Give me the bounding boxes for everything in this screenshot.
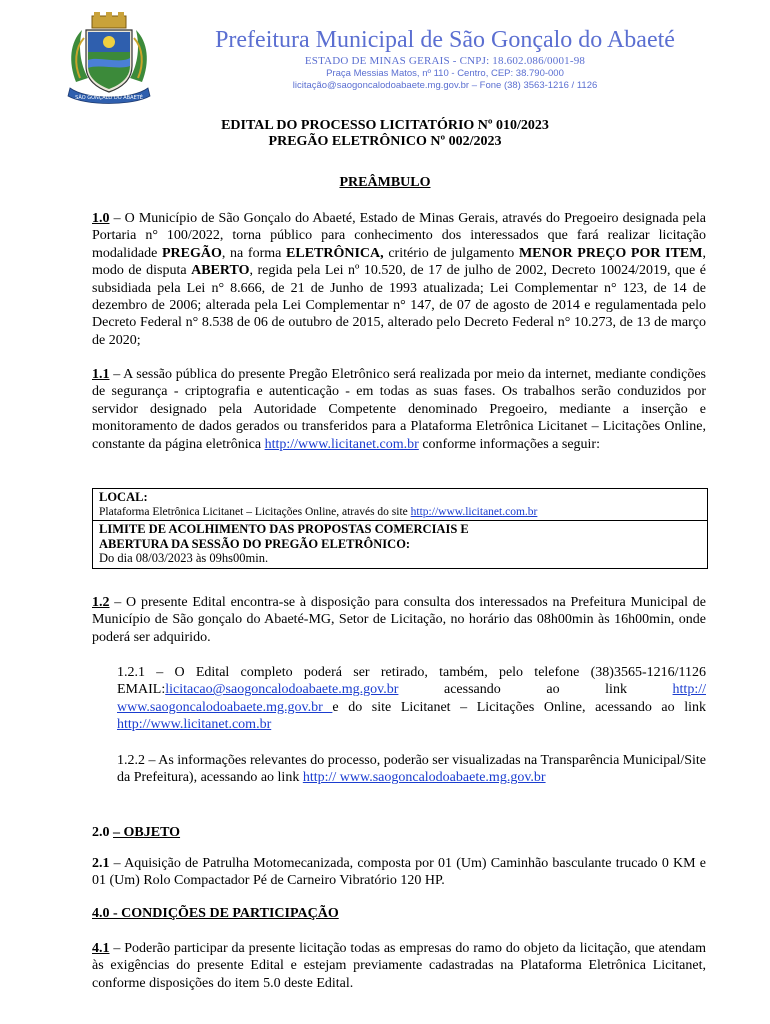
paragraph-1-2-1: 1.2.1 – O Edital completo poderá ser retirado, também, pelo telefone (38)3565-1216/1126 EMAIL:licitacao@saogoncalodoabaete.mg.gov.br acessando ao link http:// www.saogoncalodoabaete.mg.gov.br e do site Licitanet – Licitações Online, acessando ao link http://www.licitanet.com.br xyxy=(117,665,707,733)
objeto-heading: 2.0 – OBJETO xyxy=(92,825,181,840)
local-label: LOCAL: xyxy=(99,490,148,504)
item-number: 1.1 xyxy=(92,367,110,382)
licitanet-link[interactable]: http://www.licitanet.com.br xyxy=(264,436,419,452)
item-number: 4.1 xyxy=(92,941,110,956)
paragraph-1-2: 1.2 – O presente Edital encontra-se à disposição para consulta dos interessados na Prefeitura Municipal de Município de São gonçalo do Abaeté-MG, Setor de Licitação, no horário das 08h00min às 16h00min, onde poderá ser adquirido. xyxy=(92,595,706,645)
paragraph-1-1: 1.1 – A sessão pública do presente Pregão Eletrônico será realizada por meio da internet, mediante condições de segurança - criptografia e autenticação - em todas as suas fases. Os trabalhos serão conduzidos por servidor designado pela Autoridade Competente denominado Pregoeiro, mediante a inserção e monitoramento de dados gerados ou transferidos para a Plataforma Eletrônica Licitanet – Licitações Online, constante da página eletrônica http://www.licitanet.com.br conforme informações a seguir: xyxy=(92,367,706,452)
local-link[interactable]: http://www.licitanet.com.br xyxy=(410,505,538,518)
session-date: Do dia 08/03/2023 às 09hs00min. xyxy=(99,551,269,566)
paragraph-1-2-2: 1.2.2 – As informações relevantes do processo, poderão ser visualizadas na Transparência Municipal/Site da Prefeitura), acessando ao link http:// www.saogoncalodoabaete.mg.gov.br xyxy=(117,753,707,786)
state-cnpj-line: ESTADO DE MINAS GERAIS - CNPJ: 18.602.086/0001-98 xyxy=(304,55,586,67)
limite-row: LIMITE DE ACOLHIMENTO DAS PROPOSTAS COMERCIAIS E ABERTURA DA SESSÃO DO PREGÃO ELETRÔNICO: Do dia 08/03/2023 às 09hs00min. xyxy=(93,521,707,568)
paragraph-1-0: 1.0 – O Município de São Gonçalo do Abaeté, Estado de Minas Gerais, através do Pregoeiro designada pela Portaria n° 100/2022, torna público para conhecimento dos interessados que fará realizar licitação modalidade PREGÃO, na forma ELETRÔNICA, critério de julgamento MENOR PREÇO POR ITEM, modo de disputa ABERTO, regida pela Lei nº 10.520, de 17 de julho de 2002, Decreto 10024/2019, que é subsidiada pela Lei n° 8.666, de 21 de Junho de 1993 atualizada; Lei Complementar n° 123, de 14 de dezembro de 2006; alterada pela Lei Complementar n° 147, de 07 de agosto de 2014 e regulamentada pelo Decreto Federal n° 8.538 de 06 de outubro de 2015, alterado pelo Decreto Federal n° 10.273, de 13 de março de 2020; xyxy=(92,211,707,348)
local-row: LOCAL: Plataforma Eletrônica Licitanet – Licitações Online, através do site http://www.licitanet.com.br xyxy=(93,489,707,521)
condicoes-heading: 4.0 - CONDIÇÕES DE PARTICIPAÇÃO xyxy=(92,906,339,921)
document-titles xyxy=(0,118,770,150)
letterhead xyxy=(160,26,730,92)
paragraph-4-1: 4.1 – Poderão participar da presente licitação todas as empresas do ramo do objeto da licitação, que atendam às exigências do presente Edital e estejam previamente cadastradas na Plataforma Eletrônica Licitanet, conforme disposições do item 5.0 deste Edital. xyxy=(92,941,706,991)
preambulo-heading: PREÂMBULO xyxy=(339,175,431,190)
address-line: Praça Messias Matos, nº 110 - Centro, CEP: 38.790-000 xyxy=(326,68,564,79)
pregao-title: PREGÃO ELETRÔNICO Nº 002/2023 xyxy=(268,134,502,149)
edital-title: EDITAL DO PROCESSO LICITATÓRIO Nº 010/2023 xyxy=(221,118,549,133)
transparencia-link[interactable]: http:// www.saogoncalodoabaete.mg.gov.br xyxy=(302,770,546,786)
municipality-title: Prefeitura Municipal de São Gonçalo do Abaeté xyxy=(215,27,675,53)
email-link[interactable]: licitacao@saogoncalodoabaete.mg.gov.br xyxy=(165,682,399,698)
paragraph-2-1: 2.1 – Aquisição de Patrulha Motomecanizada, composta por 01 (Um) Caminhão basculante trucado 0 KM e 01 (Um) Rolo Compactador Pé de Carneiro Vibratório 120 HP. xyxy=(92,856,706,889)
prefeitura-site-link[interactable]: http:// www.saogoncalodoabaete.mg.gov.br xyxy=(117,682,706,715)
licitanet-link-2[interactable]: http://www.licitanet.com.br xyxy=(117,717,272,733)
municipal-crest-logo xyxy=(66,12,152,104)
info-box xyxy=(92,488,708,569)
contact-line: licitação@saogoncalodoabaete.mg.gov.br – Fone (38) 3563-1216 / 1126 xyxy=(292,80,598,91)
item-number: 1.0 xyxy=(92,211,110,226)
item-number: 2.1 xyxy=(92,856,110,871)
item-number: 1.2 xyxy=(92,595,110,610)
svg-text:SÃO GONÇALO DO ABAETÉ: SÃO GONÇALO DO ABAETÉ xyxy=(75,95,143,101)
